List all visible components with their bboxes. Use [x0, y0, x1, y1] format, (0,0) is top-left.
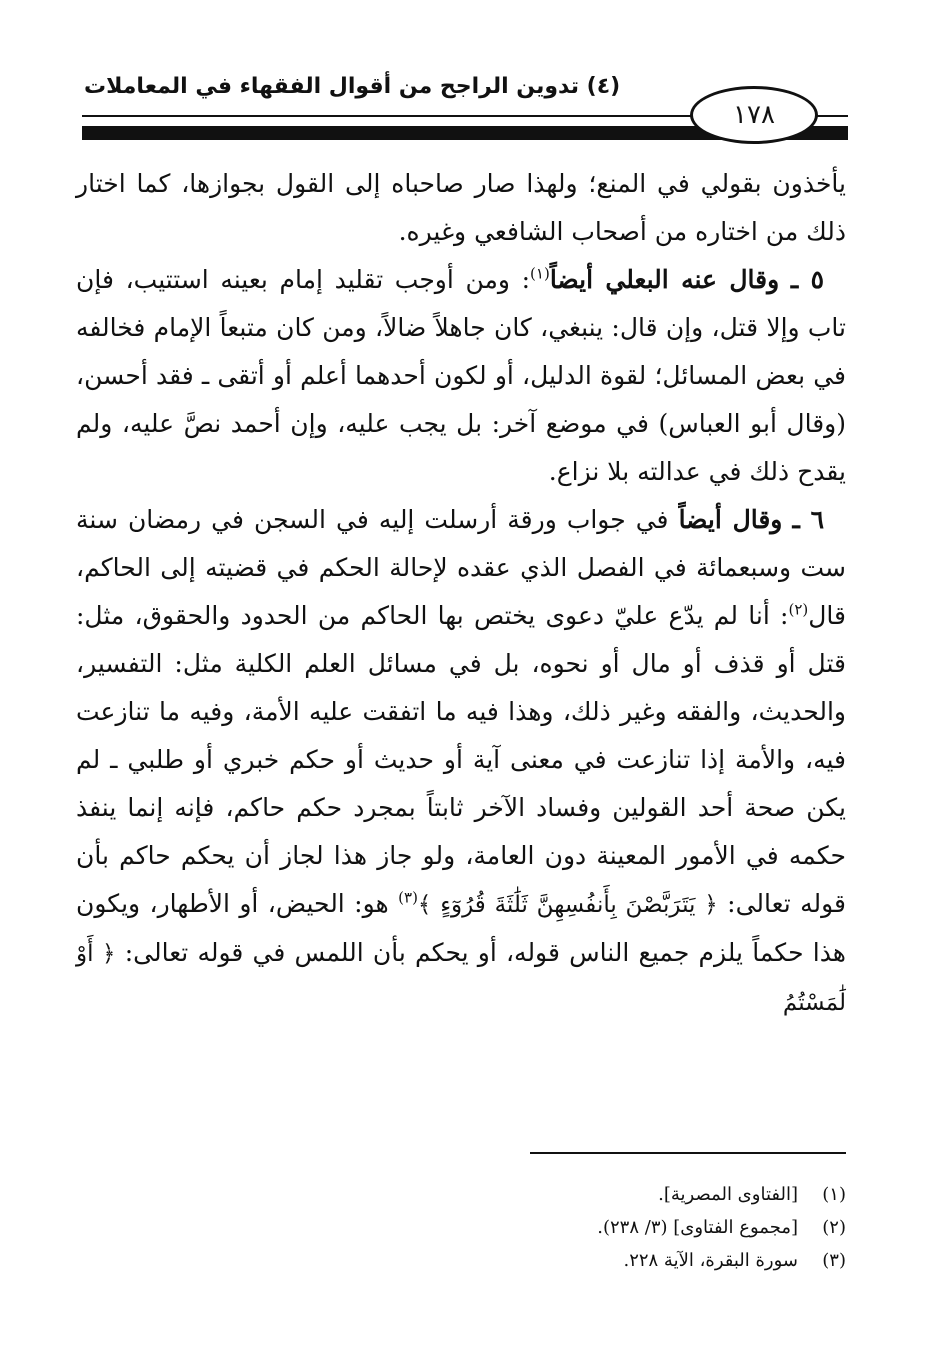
page-number: ١٧٨ — [690, 86, 818, 144]
page-header — [0, 0, 936, 150]
footnote-separator — [530, 1152, 846, 1154]
main-text — [76, 160, 846, 1027]
footnote-ref: (١) — [530, 264, 550, 283]
footnote-number: (٣) — [822, 1250, 846, 1271]
footnote-text: [الفتاوى المصرية]. — [658, 1184, 798, 1205]
item-lead: وقال عنه البعلي أيضاً — [549, 265, 780, 294]
footnote-text: [مجموع الفتاوى] (٣/ ٢٣٨). — [597, 1217, 798, 1238]
footnotes — [286, 1178, 846, 1277]
paragraph-text: : ومن أوجب تقليد إمام بعينه استتيب، فإن تاب وإلا قتل، وإن قال: ينبغي، كان جاهلاً ضالاً، ومن كان متبعاً الإمام فخالفه في بعض المسائل؛ لقوة الدليل، أو لكون أحدهما أعلم أو أتقى ـ فقد أحسن، (وقال أبو العباس) في موضع آخر: بل يجب عليه، وإن أحمد نصَّ عليه، ولم يقدح ذلك في عدالته بلا نزاع. — [76, 265, 846, 486]
footnote-ref: (٢) — [788, 600, 809, 619]
paragraph-item-6 — [76, 496, 846, 1027]
running-head-title: (٤) تدوين الراجح من أقوال الفقهاء في المعاملات — [84, 74, 621, 99]
paragraph-text: يأخذون بقولي في المنع؛ ولهذا صار صاحباه إلى القول بجوازها، كما اختار ذلك من اختاره من أصحاب الشافعي وغيره. — [76, 169, 846, 246]
footnote-text: سورة البقرة، الآية ٢٢٨. — [623, 1250, 798, 1271]
footnote-item — [286, 1178, 846, 1211]
item-number: ٥ ـ — [790, 265, 825, 294]
paragraph-continuation — [76, 160, 846, 256]
paragraph-text: : أنا لم يدّع عليّ دعوى يختص بها الحاكم من الحدود والحقوق، مثل: قتل أو قذف أو مال أو نحوه، بل في مسائل العلم الكلية مثل: التفسير، والحديث، والفقه وغير ذلك، وهذا فيه ما اتفقت عليه الأمة، وفيه ما تنازعت فيه، والأمة إذا تنازعت في معنى آية أو حديث أو حكم خبري أو طلبي ـ لم يكن صحة أحد القولين وفساد الآخر ثابتاً بمجرد حكم حاكم، فإنه إنما ينفذ حكمه في الأمور المعينة دون العامة، ولو جاز هذا لجاز أن يحكم حاكم بأن قوله تعالى: — [76, 601, 846, 918]
footnote-number: (٢) — [822, 1217, 846, 1238]
quran-quote: ﴿ يَتَرَبَّصْنَ بِأَنفُسِهِنَّ ثَلَٰثَةَ قُرُوٓءٍ ﴾ — [417, 892, 718, 918]
footnote-number: (١) — [822, 1184, 846, 1205]
footnote-item — [286, 1211, 846, 1244]
item-number: ٦ ـ — [792, 505, 825, 534]
item-lead: وقال أيضاً — [678, 505, 783, 534]
paragraph-text: هو: الحيض، أو الأطهار، ويكون هذا حكماً يلزم جميع الناس قوله، أو يحكم بأن اللمس في قوله تعالى: — [76, 889, 846, 967]
paragraph-item-5 — [76, 256, 846, 496]
footnote-ref: (٣) — [398, 888, 418, 907]
paragraph-text: في جواب ورقة أرسلت إليه في السجن في رمضان سنة ست وسبعمائة في الفصل الذي عقده لإحالة الحكم في قضيته إلى الحاكم، قال — [76, 505, 846, 630]
footnote-item — [286, 1244, 846, 1277]
quran-quote: ﴿ أَوْ لَٰمَسْتُمُ — [76, 941, 846, 1016]
